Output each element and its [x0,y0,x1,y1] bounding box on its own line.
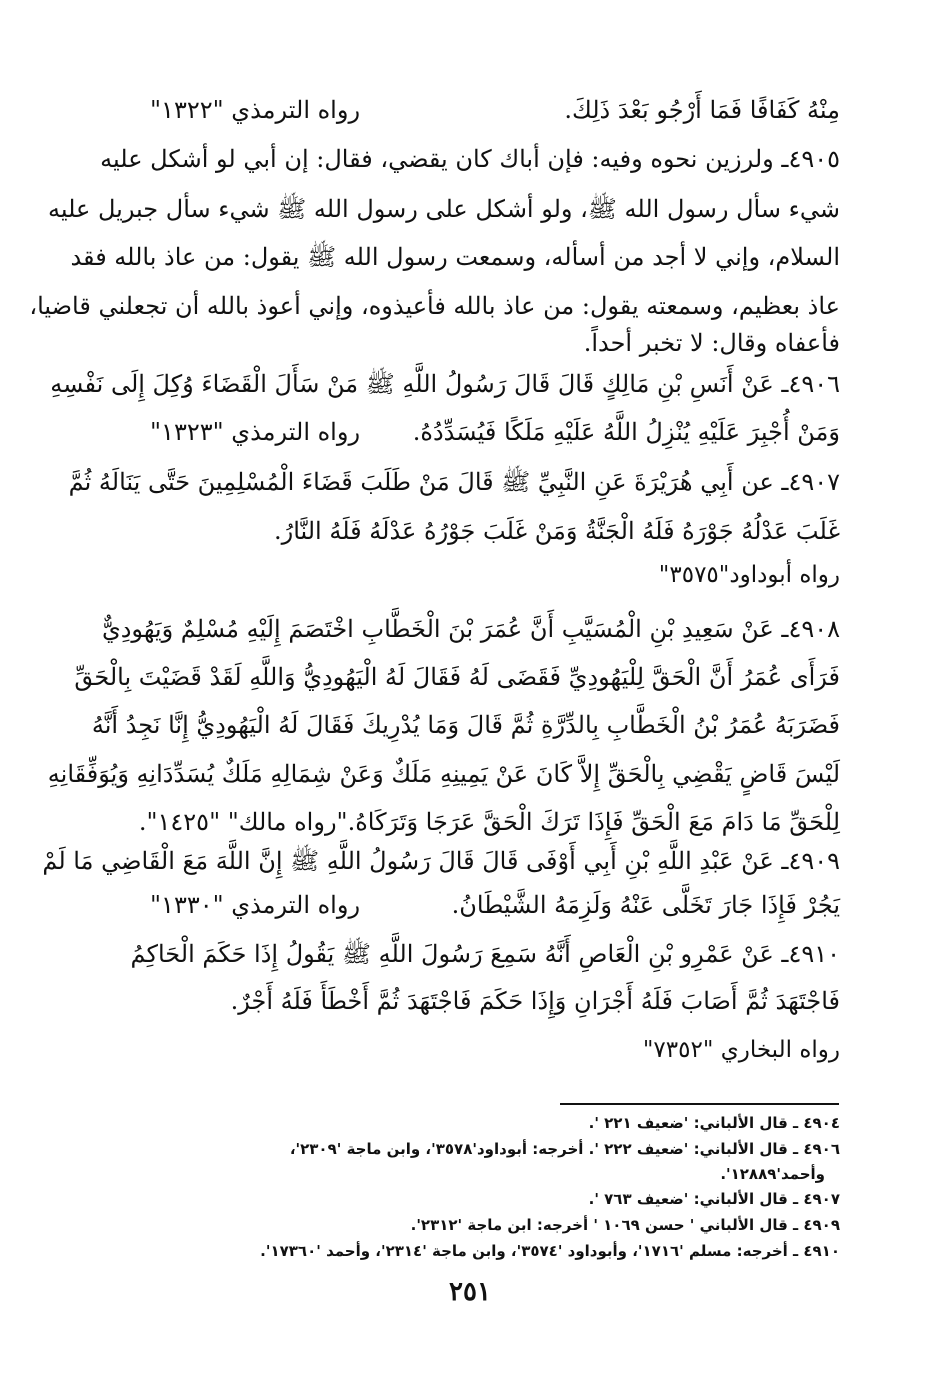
text-line-10: غَلَبَ عَدْلُهُ جَوْرَهُ فَلَهُ الْجَنَّةُ وَمَنْ غَلَبَ جَوْرُهُ عَدْلَهُ فَلَهُ النَّارُ. [273,517,840,545]
text-line-9: ٤٩٠٧ـ عن أَبِي هُرَيْرَةَ عَنِ النَّبِيِّ ﷺ قَالَ مَنْ طَلَبَ قَضَاءَ الْمُسْلِمِينَ حَتَّى يَنَالَهُ ثُمَّ [68,468,840,496]
hadith-text: لِلْحَقِّ مَا دَامَ مَعَ الْحَقِّ فَإِذَا تَرَكَ الْحَقَّ عَرَجَا وَتَرَكَاهُ. [347,808,840,836]
footnote: وأحمد'١٢٨٨٩'. [720,1165,825,1183]
hadith-source: رواه الترمذي "١٣٣٠" [150,891,361,919]
hadith-source: "رواه مالك" "١٤٢٥". [138,808,348,836]
hadith-source: رواه البخاري "٧٣٥٢" [642,1037,840,1063]
text-line-1 [150,88,840,132]
hadith-text: يَجُرْ فَإِذَا جَارَ تَخَلَّى عَنْهُ وَلَزِمَهُ الشَّيْطَانُ. [451,891,840,919]
text-line-17: ٤٩٠٩ـ عَنْ عَبْدِ اللَّهِ بْنِ أَبِي أَوْفَى قَالَ قَالَ رَسُولُ اللَّهِ ﷺ إِنَّ اللَّهَ مَعَ الْقَاضِي مَا لَمْ [42,847,840,875]
text-line-12: ٤٩٠٨ـ عَنْ سَعِيدِ بْنِ الْمُسَيَّبِ أَنَّ عُمَرَ بْنَ الْخَطَّابِ اخْتَصَمَ إِلَيْهِ مُسْلِمٌ وَيَهُودِيٌّ [101,615,840,643]
text-line-4: السلام، وإني لا أجد من أسأله، وسمعت رسول الله ﷺ يقول: من عاذ بالله فقد [70,243,840,271]
footnote: ٤٩٠٦ ـ قال الألباني: 'ضعيف ٢٢٢ '. أخرجه: أبوداود'٣٥٧٨'، وابن ماجة '٢٣٠٩'، [289,1140,840,1158]
text-line-19: ٤٩١٠ـ عَنْ عَمْرِو بْنِ الْعَاصِ أَنَّهُ سَمِعَ رَسُولَ اللَّهِ ﷺ يَقُولُ إِذَا حَكَمَ الْحَاكِمُ [130,940,840,968]
hadith-text: مِنْهُ كَفَافًا فَمَا أَرْجُو بَعْدَ ذَلِكَ. [564,96,840,124]
footnote: ٤٩٠٩ ـ قال الألباني ' حسن ١٠٦٩ ' أخرجه: ابن ماجة '٢٣١٢'. [410,1216,840,1234]
text-line-8 [150,410,840,454]
text-line-13: فَرَأَى عُمَرُ أَنَّ الْحَقَّ لِلْيَهُودِيِّ فَقَضَى لَهُ فَقَالَ لَهُ الْيَهُودِيُّ وَاللَّهِ لَقَدْ قَضَيْتَ بِالْحَقِّ [74,663,840,691]
footnote: ٤٩٠٤ ـ قال الألباني: 'ضعيف ٢٢١ '. [588,1114,840,1132]
hadith-source: رواه الترمذي "١٣٢٣" [150,418,361,446]
text-line-15: لَيْسَ قَاضٍ يَقْضِي بِالْحَقِّ إِلاَّ كَانَ عَنْ يَمِينِهِ مَلَكٌ وَعَنْ شِمَالِهِ مَلَكٌ يُسَدِّدَانِهِ وَيُوَفِّقَانِهِ [47,760,840,788]
footnote: ٤٩١٠ ـ أخرجه: مسلم '١٧١٦'، وأبوداود '٣٥٧٤'، وابن ماجة '٢٣١٤'، وأحمد '١٧٣٦٠'. [260,1242,840,1260]
text-line-16 [138,800,840,844]
hadith-source: رواه الترمذي "١٣٢٢" [150,96,361,124]
hadith-text: وَمَنْ أُجْبِرَ عَلَيْهِ يُنْزِلُ اللَّهُ عَلَيْهِ مَلَكًا فَيُسَدِّدُهُ. [412,418,840,446]
text-line-18 [150,883,840,927]
footnote-divider [560,1103,839,1105]
footnote: ٤٩٠٧ ـ قال الألباني: 'ضعيف ٧٦٣ '. [588,1190,840,1208]
page-number: ٢٥١ [449,1277,491,1307]
text-line-7: ٤٩٠٦ـ عَنْ أَنَسِ بْنِ مَالِكٍ قَالَ قَالَ رَسُولُ اللَّهِ ﷺ مَنْ سَأَلَ الْقَضَاءَ وُكِلَ إِلَى نَفْسِهِ [50,370,840,398]
hadith-source: رواه أبوداود"٣٥٧٥" [658,562,840,588]
text-line-20: فَاجْتَهَدَ ثُمَّ أَصَابَ فَلَهُ أَجْرَانِ وَإِذَا حَكَمَ فَاجْتَهَدَ ثُمَّ أَخْطَأَ فَلَهُ أَجْرٌ. [230,987,840,1015]
text-line-6: فأعفاه وقال: لا تخبر أحداً. [583,329,840,357]
text-line-14: فَضَرَبَهُ عُمَرُ بْنُ الْخَطَّابِ بِالدِّرَّةِ ثُمَّ قَالَ وَمَا يُدْرِيكَ فَقَالَ لَهُ الْيَهُودِيُّ إِنَّا نَجِدُ أَنَّهُ [91,711,840,739]
text-line-3: شيء سأل رسول الله ﷺ، ولو أشكل على رسول الله ﷺ شيء سأل جبريل عليه [47,195,840,223]
text-line-2: ٤٩٠٥ـ ولرزين نحوه وفيه: فإن أباك كان يقضي، فقال: إن أبي لو أشكل عليه [100,145,840,173]
text-line-5: عاذ بعظيم، وسمعته يقول: من عاذ بالله فأعيذوه، وإني أعوذ بالله أن تجعلني قاضيا، [29,292,840,320]
